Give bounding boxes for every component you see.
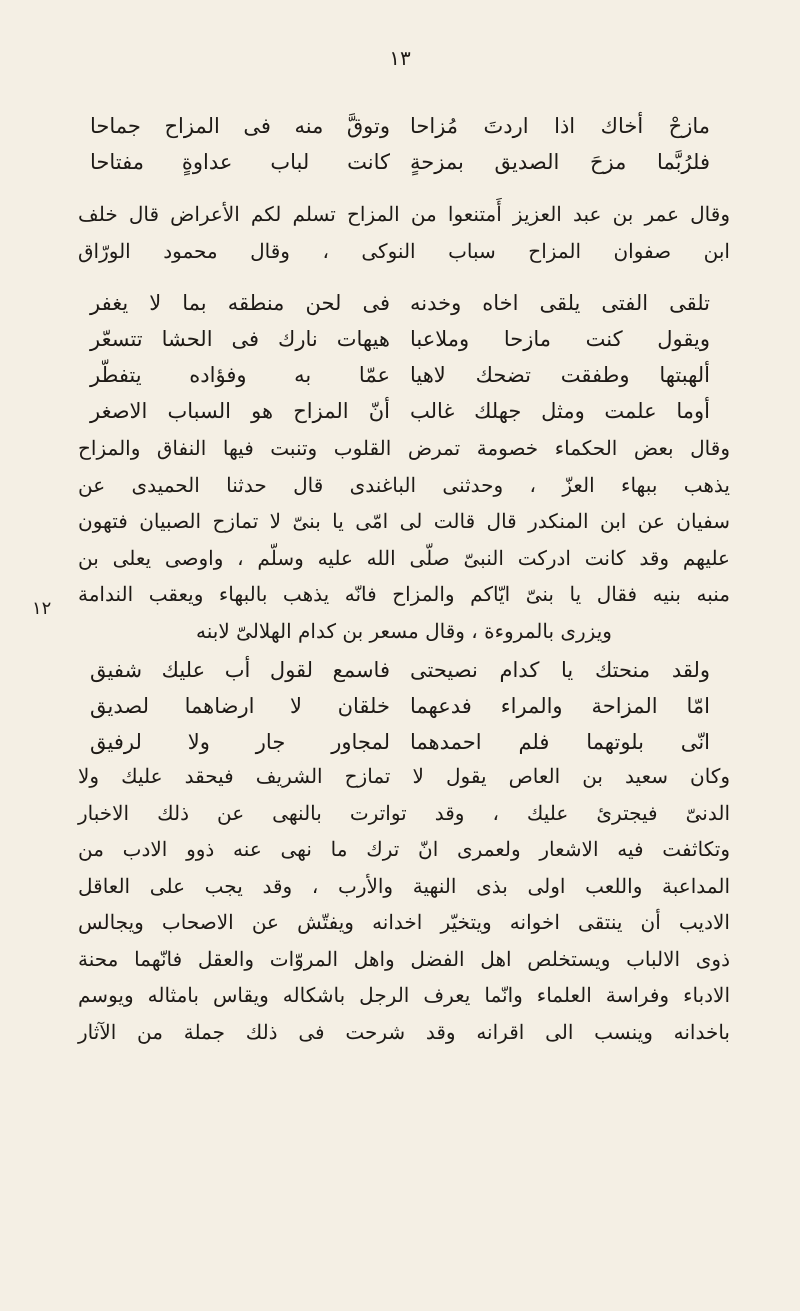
prose-paragraph-2 (78, 430, 730, 649)
text-line: منبه بنيه فقال يا بنىّ ايّاكم والمزاح فانّه يذهب بالبهاء ويعقب الندامة (78, 582, 730, 606)
text-line: الدنىّ فيجترئ عليك ، وقد تواترت بالنهى عن ذلك الاخبار (78, 800, 730, 825)
verse-line (90, 357, 710, 393)
text-line: الادباء وفراسة العلماء وانّما يعرف الرجل باشكاله ويقاس بامثاله ويوسم (78, 983, 731, 1007)
hemistich-left: عمّا به وفؤاده يتفطّر (90, 363, 390, 387)
verse-line (90, 652, 710, 688)
verse-line (90, 724, 710, 760)
hemistich-left: وتوقَّ منه فى المزاح جماحا (90, 114, 390, 138)
hemistich-right: أوما علمت ومثل جهلك غالب (410, 399, 710, 423)
text-line: باخدانه وينسب الى اقرانه وقد شرحت فى ذلك جملة من الآثار (78, 1019, 730, 1044)
hemistich-left: لمجاور جار ولا لرفيق (90, 730, 390, 754)
hemistich-right: امّا المزاحة والمراء فدعهما (410, 694, 710, 718)
text-line: وقال عمر بن عبد العزيز أَمتنعوا من المزاح تسلم لكم الأعراض قال خلف (78, 202, 730, 226)
verse-block-3 (90, 652, 710, 760)
verse-line (90, 285, 710, 321)
hemistich-right: ويقول كنت مازحا وملاعبا (410, 327, 710, 351)
verse-line (90, 321, 710, 357)
text-line: سفيان عن ابن المنكدر قال قالت لى امّى يا بنىّ لا تمازح الصبيان فتهون (78, 509, 730, 533)
hemistich-right: فلرُبَّما مزحَ الصديق بمزحةٍ (410, 150, 710, 174)
text-line: عليهم وقد كانت ادركت النبىّ صلّى الله عليه وسلّم ، واوصى يعلى بن (78, 545, 730, 570)
verse-block-1 (90, 108, 710, 180)
text-line: ذوى الالباب ويستخلص اهل الفضل واهل المروّات والعقل فانّهما محنة (78, 946, 730, 971)
text-line: وقال بعض الحكماء خصومة تمرض القلوب وتنبت فيها النفاق والمزاح (78, 436, 730, 460)
text-line: ويزرى بالمروءة ، وقال مسعر بن كدام الهلالىّ لابنه (196, 618, 612, 643)
hemistich-right: مازحْ أخاك اذا اردتَ مُزاحا (410, 114, 710, 138)
prose-paragraph-3 (78, 758, 730, 1050)
verse-line (90, 108, 710, 144)
hemistich-left: كانت لباب عداوةٍ مفتاحا (90, 150, 390, 174)
verse-line (90, 393, 710, 429)
text-line: يذهب ببهاء العزّ ، وحدثنى الباغندى قال حدثنا الحميدى عن (78, 472, 730, 497)
verse-line (90, 144, 710, 180)
hemistich-left: خلقان لا ارضاهما لصديق (90, 694, 390, 718)
hemistich-right: ألهبتها وطفقت تضحك لاهيا (410, 363, 710, 387)
hemistich-left: فى لحن منطقه بما لا يغفر (90, 291, 390, 315)
verse-block-2 (90, 285, 710, 429)
hemistich-left: فاسمع لقول أب عليك شفيق (90, 658, 390, 682)
hemistich-right: انّى بلوتهما فلم احمدهما (410, 730, 710, 754)
page-number: ١٣ (389, 46, 411, 70)
text-line: المداعبة واللعب اولى بذى النهية والأرب ، وقد يجب على العاقل (78, 873, 731, 898)
text-line: وتكاثفت فيه الاشعار ولعمرى انّ ترك ما نهى عنه ذوو الادب من (78, 837, 730, 861)
verse-line (90, 688, 710, 724)
hemistich-right: ولقد منحتك يا كدام نصيحتى (410, 658, 710, 682)
prose-paragraph-1 (78, 196, 730, 269)
text-line: ابن صفوان المزاح سباب النوكى ، وقال محمود الورّاق (78, 238, 730, 263)
text-line: الاديب أن ينتقى اخوانه ويتخيّر اخدانه ويفتّش عن الاصحاب ويجالس (78, 910, 730, 934)
hemistich-right: تلقى الفتى يلقى اخاه وخدنه (410, 291, 710, 315)
margin-line-number: ١٢ (32, 598, 52, 619)
hemistich-left: هيهات نارك فى الحشا تتسعّر (90, 327, 390, 351)
hemistich-left: أنّ المزاح هو السباب الاصغر (90, 399, 390, 423)
text-line: وكان سعيد بن العاص يقول لا تمازح الشريف فيحقد عليك ولا (78, 764, 730, 788)
